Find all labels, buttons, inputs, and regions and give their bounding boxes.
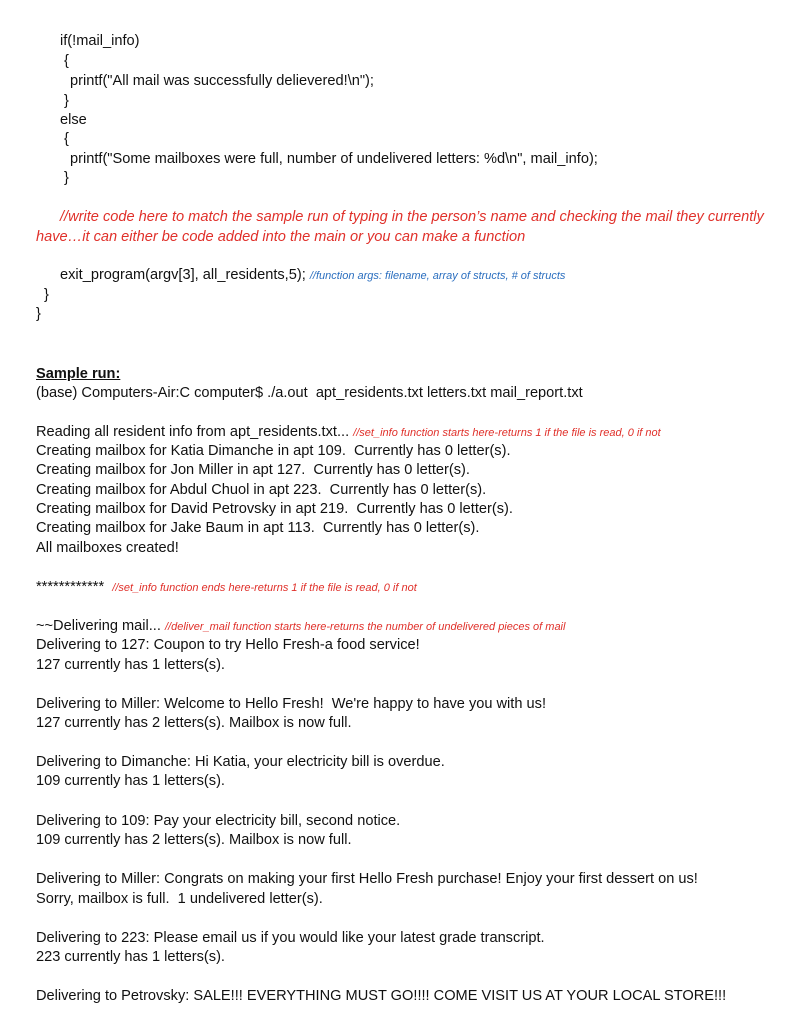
delivery-line: Delivering to 223: Please email us if you would like your latest grade transcript.: [36, 930, 545, 946]
code-printf-success: printf("All mail was successfully delievered!\n");: [70, 73, 374, 89]
code-exit-call: exit_program(argv[3], all_residents,5);: [60, 267, 310, 283]
code-printf-some: printf("Some mailboxes were full, number of undelivered letters: %d\n", mail_info);: [70, 151, 598, 167]
code-brace: }: [36, 306, 41, 322]
reading-comment: //set_info function starts here-returns 1 if the file is read, 0 if not: [353, 427, 661, 439]
stars-text: ************: [36, 579, 113, 595]
delivery-line: Delivering to 109: Pay your electricity bill, second notice.: [36, 813, 401, 829]
delivery-line: Delivering to Petrovsky: SALE!!! EVERYTHING MUST GO!!!! COME VISIT US AT YOUR LOCAL STORE!!!: [36, 988, 727, 1004]
code-exit-comment: //function args: filename, array of structs, # of structs: [309, 270, 566, 282]
delivery-status: 127 currently has 1 letters(s).: [36, 657, 225, 673]
reading-text: Reading all resident info from apt_residents.txt...: [36, 424, 354, 440]
delivering-header: ~~Delivering mail...: [36, 618, 165, 634]
code-brace: }: [64, 170, 69, 186]
delivery-status: 109 currently has 2 letters(s). Mailbox is now full.: [36, 832, 352, 848]
mailbox-line: Creating mailbox for David Petrovsky in apt 219. Currently has 0 letter(s).: [36, 501, 513, 517]
mailbox-line: Creating mailbox for Jon Miller in apt 127. Currently has 0 letter(s).: [36, 462, 470, 478]
code-brace: }: [44, 287, 49, 303]
delivering-header-line: [36, 617, 565, 636]
delivery-line: Delivering to Dimanche: Hi Katia, your electricity bill is overdue.: [36, 754, 445, 770]
delivery-status: 127 currently has 2 letters(s). Mailbox is now full.: [36, 715, 352, 731]
stars-line: [36, 578, 417, 597]
sample-command: (base) Computers-Air:C computer$ ./a.out apt_residents.txt letters.txt mail_report.txt: [36, 385, 583, 401]
stars-comment: //set_info function ends here-returns 1 if the file is read, 0 if not: [112, 582, 417, 594]
sample-run-heading: Sample run:: [36, 366, 121, 382]
mailbox-line: Creating mailbox for Abdul Chuol in apt 223. Currently has 0 letter(s).: [36, 482, 487, 498]
code-brace: {: [64, 53, 69, 69]
all-created-line: All mailboxes created!: [36, 540, 179, 556]
code-if-line: if(!mail_info): [60, 33, 140, 49]
code-brace: }: [64, 93, 69, 109]
delivery-status: Sorry, mailbox is full. 1 undelivered letter(s).: [36, 891, 323, 907]
code-comment-line2: have…it can either be code added into the main or you can make a function: [36, 229, 526, 245]
reading-line: [36, 423, 661, 442]
mailbox-line: Creating mailbox for Jake Baum in apt 113. Currently has 0 letter(s).: [36, 520, 480, 536]
delivering-comment: //deliver_mail function starts here-returns the number of undelivered pieces of mail: [164, 621, 566, 633]
code-else-line: else: [60, 112, 87, 128]
code-brace: {: [64, 131, 69, 147]
mailbox-line: Creating mailbox for Katia Dimanche in apt 109. Currently has 0 letter(s).: [36, 443, 511, 459]
delivery-status: 223 currently has 1 letters(s).: [36, 949, 225, 965]
code-comment-line1: //write code here to match the sample run of typing in the person’s name and checking the mail they currently: [60, 209, 764, 225]
delivery-line: Delivering to Miller: Congrats on making your first Hello Fresh purchase! Enjoy your first dessert on us!: [36, 871, 698, 887]
delivery-line: Delivering to 127: Coupon to try Hello Fresh-a food service!: [36, 637, 420, 653]
code-exit-line: [60, 266, 565, 285]
delivery-status: 109 currently has 1 letters(s).: [36, 773, 225, 789]
delivery-line: Delivering to Miller: Welcome to Hello Fresh! We're happy to have you with us!: [36, 696, 546, 712]
